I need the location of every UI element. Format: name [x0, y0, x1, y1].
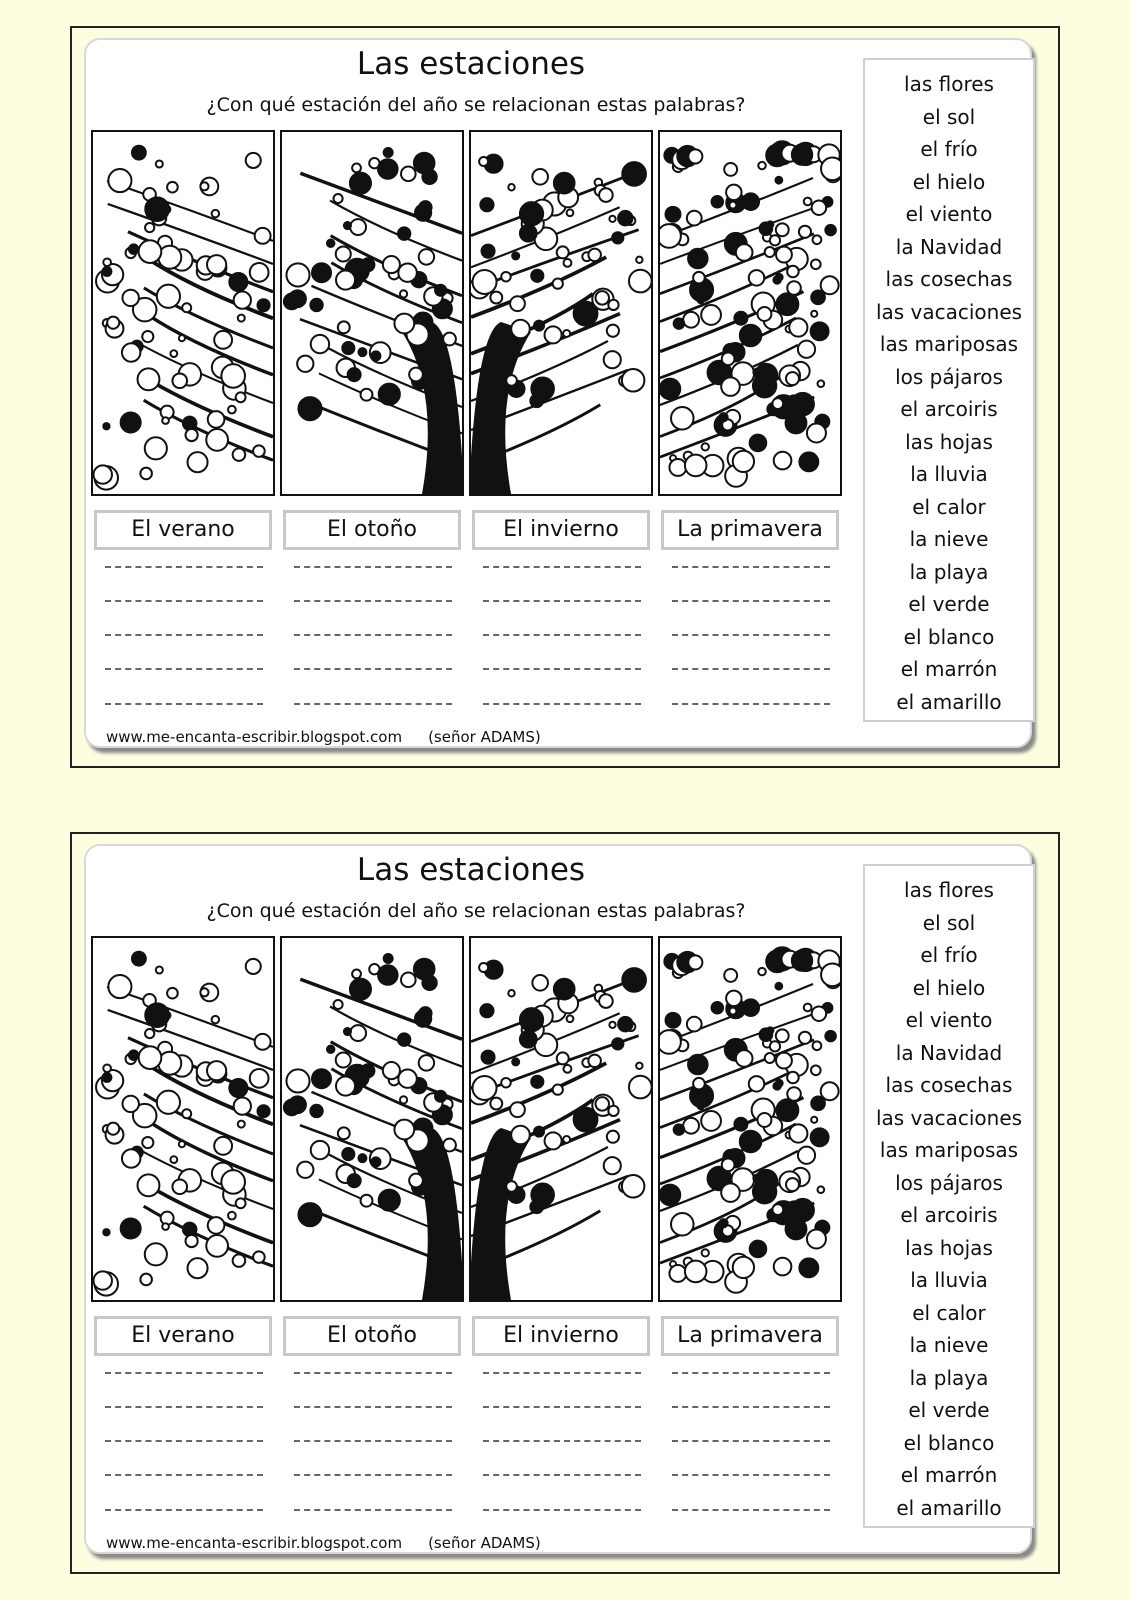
word-bank-item: las cosechas: [885, 1073, 1013, 1097]
answer-line[interactable]: [672, 1372, 830, 1374]
answer-line[interactable]: [294, 600, 452, 602]
tree-illustration-panel: [469, 936, 653, 1302]
word-bank-item: la lluvia: [910, 1268, 988, 1292]
word-bank-item: el arcoiris: [900, 397, 998, 421]
season-label: La primavera: [661, 1316, 839, 1356]
word-bank-item: el sol: [922, 910, 976, 935]
word-bank-item: el calor: [912, 494, 986, 519]
season-label: El invierno: [472, 1316, 650, 1356]
word-bank-item: los pájaros: [895, 1170, 1003, 1195]
word-bank-item: las mariposas: [879, 1138, 1019, 1162]
tree-icon: [282, 132, 462, 494]
answer-line[interactable]: [672, 1509, 830, 1511]
word-bank-item: los pájaros: [895, 364, 1003, 389]
answer-line[interactable]: [672, 668, 830, 670]
answer-line[interactable]: [105, 566, 263, 568]
tree-illustration-panel: [280, 936, 464, 1302]
word-bank-item: el sol: [922, 104, 976, 129]
answer-line[interactable]: [672, 1474, 830, 1476]
answer-line[interactable]: [672, 1406, 830, 1408]
word-bank-item: el verde: [908, 592, 990, 616]
word-bank-item: la nieve: [909, 527, 989, 551]
footer: [106, 728, 541, 746]
word-bank-item: las hojas: [905, 1235, 993, 1260]
word-bank-item: las hojas: [905, 429, 993, 454]
word-bank-item: la Navidad: [895, 1040, 1003, 1065]
answer-line[interactable]: [294, 668, 452, 670]
tree-icon: [660, 938, 840, 1300]
answer-line[interactable]: [672, 600, 830, 602]
season-label: El otoño: [283, 510, 461, 550]
word-bank-item: la nieve: [909, 1333, 989, 1357]
word-bank-item: el marrón: [900, 1463, 998, 1487]
word-bank: [863, 864, 1035, 1528]
answer-line[interactable]: [294, 1406, 452, 1408]
word-bank-item: el blanco: [903, 624, 995, 649]
tree-illustration-panel: [91, 936, 275, 1302]
tree-icon: [471, 132, 651, 494]
word-bank-item: el arcoiris: [900, 1203, 998, 1227]
answer-line[interactable]: [294, 703, 452, 705]
answer-line[interactable]: [483, 1372, 641, 1374]
answer-line[interactable]: [483, 1474, 641, 1476]
footer: [106, 1534, 541, 1552]
tree-illustration-panel: [469, 130, 653, 496]
word-bank-item: el blanco: [903, 1430, 995, 1455]
answer-line[interactable]: [483, 600, 641, 602]
answer-line[interactable]: [105, 1440, 263, 1442]
word-bank-item: el calor: [912, 1300, 986, 1325]
worksheet: [70, 26, 1060, 768]
answer-line[interactable]: [294, 1474, 452, 1476]
answer-line[interactable]: [105, 600, 263, 602]
answer-line[interactable]: [672, 1440, 830, 1442]
answer-line[interactable]: [483, 1440, 641, 1442]
answer-line[interactable]: [105, 1509, 263, 1511]
word-bank-item: la Navidad: [895, 234, 1003, 259]
tree-icon: [93, 938, 273, 1300]
answer-line[interactable]: [105, 668, 263, 670]
worksheet-card: [84, 844, 1032, 1554]
tree-illustration-panel: [91, 130, 275, 496]
answer-line[interactable]: [105, 1372, 263, 1374]
season-label: El verano: [94, 1316, 272, 1356]
season-label: El invierno: [472, 510, 650, 550]
word-bank-item: las flores: [904, 878, 994, 902]
tree-icon: [660, 132, 840, 494]
word-bank-item: el marrón: [900, 657, 998, 681]
word-bank-item: el hielo: [912, 169, 986, 194]
answer-line[interactable]: [672, 566, 830, 568]
tree-illustration-panel: [658, 130, 842, 496]
answer-line[interactable]: [294, 566, 452, 568]
footer-author: (señor ADAMS): [428, 728, 541, 746]
season-label: La primavera: [661, 510, 839, 550]
tree-icon: [282, 938, 462, 1300]
answer-line[interactable]: [294, 1509, 452, 1511]
answer-line[interactable]: [105, 1474, 263, 1476]
answer-line[interactable]: [105, 703, 263, 705]
word-bank-item: las vacaciones: [875, 1105, 1023, 1130]
word-bank-item: el hielo: [912, 975, 986, 1000]
answer-line[interactable]: [483, 703, 641, 705]
worksheet-question: ¿Con qué estación del año se relacionan estas palabras?: [206, 94, 746, 116]
footer-url: www.me-encanta-escribir.blogspot.com: [106, 728, 403, 746]
answer-line[interactable]: [294, 1372, 452, 1374]
word-bank-item: el frío: [920, 943, 978, 967]
answer-line[interactable]: [483, 1509, 641, 1511]
answer-line[interactable]: [483, 1406, 641, 1408]
word-bank-item: las mariposas: [879, 332, 1019, 356]
footer-url: www.me-encanta-escribir.blogspot.com: [106, 1534, 403, 1552]
worksheet-title: Las estaciones: [356, 46, 586, 82]
answer-line[interactable]: [483, 668, 641, 670]
tree-icon: [471, 938, 651, 1300]
answer-line[interactable]: [483, 566, 641, 568]
word-bank-item: la playa: [909, 1365, 989, 1390]
answer-line[interactable]: [672, 703, 830, 705]
answer-line[interactable]: [672, 634, 830, 636]
word-bank-item: el amarillo: [896, 1495, 1002, 1520]
answer-line[interactable]: [105, 634, 263, 636]
answer-line[interactable]: [105, 1406, 263, 1408]
answer-line[interactable]: [294, 1440, 452, 1442]
season-label: El otoño: [283, 1316, 461, 1356]
answer-line[interactable]: [294, 634, 452, 636]
worksheet-question: ¿Con qué estación del año se relacionan estas palabras?: [206, 900, 746, 922]
tree-illustration-panel: [280, 130, 464, 496]
worksheet-card: [84, 38, 1032, 748]
tree-illustration-panel: [658, 936, 842, 1302]
worksheet: [70, 832, 1060, 1574]
worksheet-title: Las estaciones: [356, 852, 586, 888]
word-bank-item: el viento: [905, 1008, 993, 1032]
word-bank-item: la playa: [909, 559, 989, 584]
word-bank-item: la lluvia: [910, 462, 988, 486]
word-bank-item: el verde: [908, 1398, 990, 1422]
word-bank-item: el viento: [905, 202, 993, 226]
word-bank-item: el frío: [920, 137, 978, 161]
word-bank: [863, 58, 1035, 722]
tree-icon: [93, 132, 273, 494]
word-bank-item: las flores: [904, 72, 994, 96]
word-bank-item: las vacaciones: [875, 299, 1023, 324]
word-bank-item: las cosechas: [885, 267, 1013, 291]
word-bank-item: el amarillo: [896, 689, 1002, 714]
footer-author: (señor ADAMS): [428, 1534, 541, 1552]
season-label: El verano: [94, 510, 272, 550]
answer-line[interactable]: [483, 634, 641, 636]
